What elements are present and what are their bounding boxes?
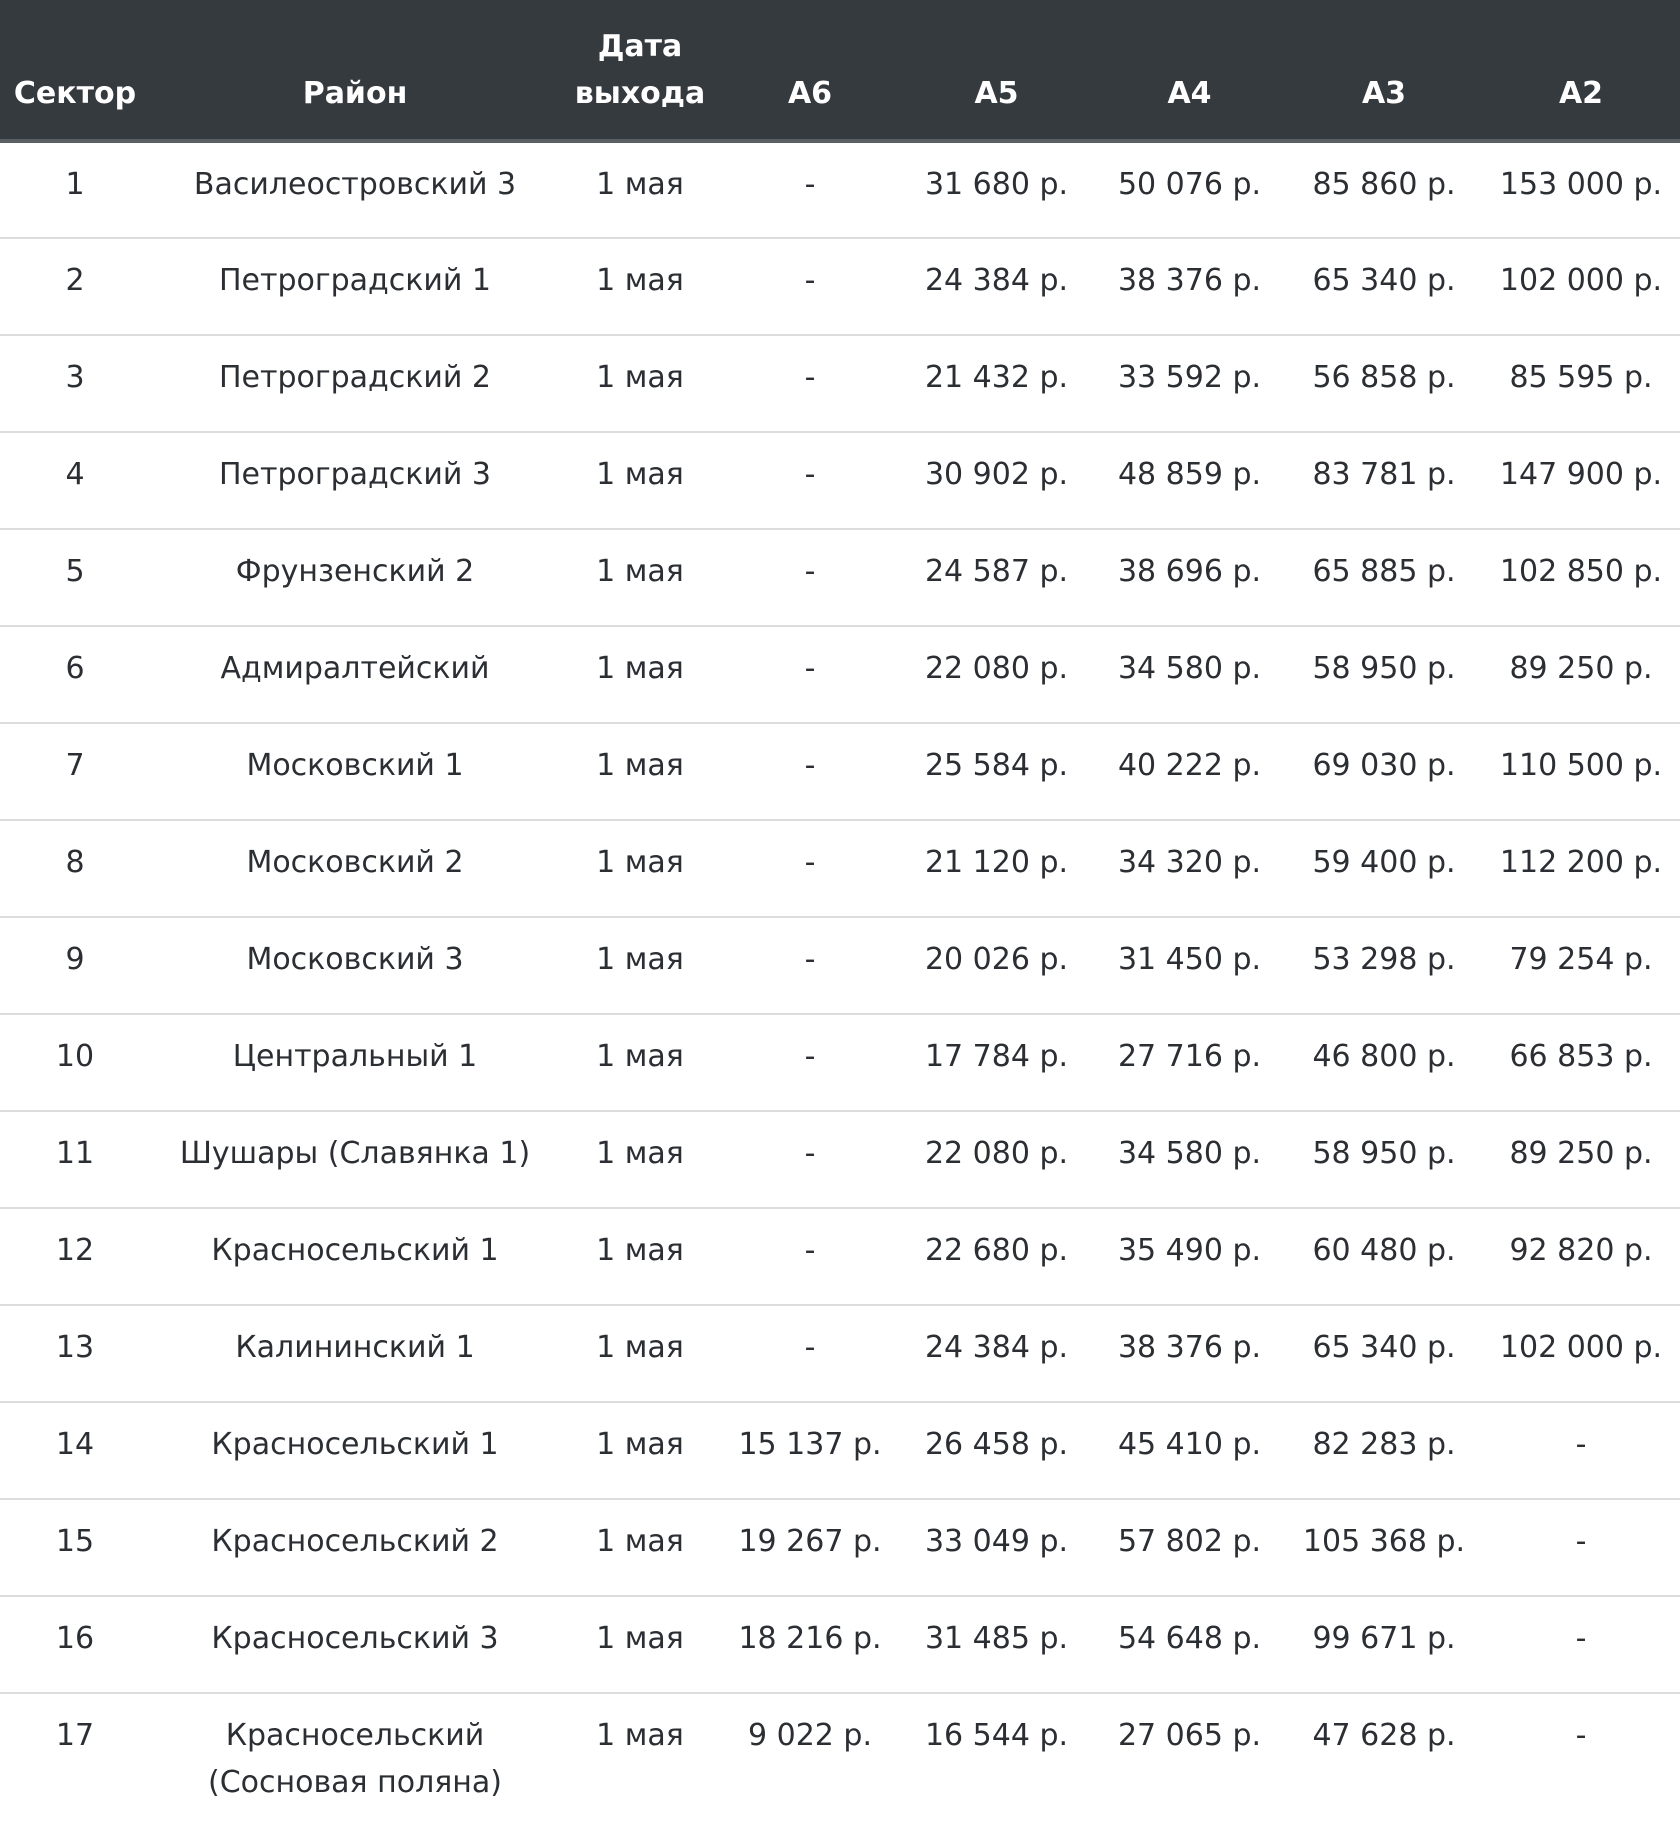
cell-a3: 83 781 р. bbox=[1312, 457, 1456, 492]
cell-a3: 46 800 р. bbox=[1312, 1039, 1456, 1074]
cell-district: Красносельский 2 bbox=[211, 1524, 499, 1559]
cell-a4: 38 696 р. bbox=[1117, 554, 1262, 589]
cell-a2: 85 595 р. bbox=[1509, 360, 1653, 395]
cell-district: Московский 1 bbox=[246, 748, 464, 783]
table-row bbox=[0, 917, 1680, 1014]
cell-a4: 38 376 р. bbox=[1117, 263, 1262, 298]
cell-a3: 69 030 р. bbox=[1312, 748, 1456, 783]
cell-a2: 66 853 р. bbox=[1509, 1039, 1653, 1074]
cell-date: 1 мая bbox=[596, 360, 684, 395]
table-row bbox=[0, 335, 1680, 432]
table-row bbox=[0, 1596, 1680, 1693]
cell-a2: - bbox=[1575, 1427, 1587, 1462]
table-row bbox=[0, 723, 1680, 820]
cell-date: 1 мая bbox=[596, 748, 684, 783]
cell-date: 1 мая bbox=[596, 1136, 684, 1171]
cell-a6: - bbox=[804, 1136, 816, 1171]
cell-sector: 16 bbox=[55, 1621, 95, 1656]
cell-a4: 27 716 р. bbox=[1117, 1039, 1262, 1074]
cell-a3: 82 283 р. bbox=[1312, 1427, 1456, 1462]
cell-a6: - bbox=[804, 360, 816, 395]
cell-date: 1 мая bbox=[596, 263, 684, 298]
cell-a6: - bbox=[804, 554, 816, 589]
cell-a6: - bbox=[804, 167, 816, 202]
cell-date: 1 мая bbox=[596, 1330, 684, 1365]
cell-a4: 35 490 р. bbox=[1117, 1233, 1262, 1268]
cell-a6: - bbox=[804, 845, 816, 880]
cell-sector: 13 bbox=[55, 1330, 95, 1365]
cell-a6: - bbox=[804, 263, 816, 298]
cell-sector: 14 bbox=[55, 1427, 95, 1462]
cell-a6: - bbox=[804, 457, 816, 492]
cell-date: 1 мая bbox=[596, 942, 684, 977]
cell-sector: 1 bbox=[65, 167, 85, 202]
cell-sector: 15 bbox=[55, 1524, 95, 1559]
cell-sector: 8 bbox=[65, 845, 85, 880]
cell-a3: 59 400 р. bbox=[1312, 845, 1456, 880]
cell-a5: 20 026 р. bbox=[924, 942, 1069, 977]
cell-date: 1 мая bbox=[596, 1427, 684, 1462]
cell-date: 1 мая bbox=[596, 1621, 684, 1656]
cell-district: Петроградский 3 bbox=[218, 457, 492, 492]
cell-a6: - bbox=[804, 651, 816, 686]
cell-a2: 153 000 р. bbox=[1499, 167, 1663, 202]
cell-sector: 12 bbox=[55, 1233, 95, 1268]
cell-a6: 15 137 р. bbox=[738, 1427, 882, 1462]
cell-date: 1 мая bbox=[596, 167, 684, 202]
cell-a3: 60 480 р. bbox=[1312, 1233, 1456, 1268]
table-row bbox=[0, 1208, 1680, 1305]
cell-a4: 48 859 р. bbox=[1117, 457, 1262, 492]
header-district: Район bbox=[302, 76, 408, 111]
cell-a5: 24 587 р. bbox=[924, 554, 1069, 589]
cell-a5: 21 120 р. bbox=[924, 845, 1069, 880]
cell-sector: 5 bbox=[65, 554, 85, 589]
cell-a2: 102 000 р. bbox=[1499, 263, 1663, 298]
cell-date: 1 мая bbox=[596, 1718, 684, 1753]
cell-a6: 18 216 р. bbox=[738, 1621, 882, 1656]
cell-a3: 65 340 р. bbox=[1312, 1330, 1456, 1365]
cell-a3: 53 298 р. bbox=[1312, 942, 1456, 977]
table-row bbox=[0, 626, 1680, 723]
cell-a4: 34 580 р. bbox=[1117, 1136, 1262, 1171]
cell-a4: 50 076 р. bbox=[1117, 167, 1262, 202]
cell-a5: 24 384 р. bbox=[924, 263, 1069, 298]
cell-a5: 31 485 р. bbox=[924, 1621, 1069, 1656]
cell-sector: 2 bbox=[65, 263, 85, 298]
cell-district: Василеостровский 3 bbox=[193, 167, 517, 202]
cell-a4: 27 065 р. bbox=[1117, 1718, 1262, 1753]
cell-district: Центральный 1 bbox=[232, 1039, 478, 1074]
cell-a4: 31 450 р. bbox=[1117, 942, 1262, 977]
cell-district: Адмиралтейский bbox=[220, 651, 490, 686]
cell-sector: 7 bbox=[65, 748, 85, 783]
cell-a6: - bbox=[804, 1233, 816, 1268]
cell-a2: 79 254 р. bbox=[1509, 942, 1653, 977]
cell-a3: 56 858 р. bbox=[1312, 360, 1456, 395]
cell-a6: - bbox=[804, 748, 816, 783]
cell-district: Калининский 1 bbox=[235, 1330, 475, 1365]
cell-sector: 11 bbox=[55, 1136, 95, 1171]
table-row bbox=[0, 1693, 1680, 1833]
table-header bbox=[0, 0, 1680, 141]
header-row bbox=[0, 0, 1680, 141]
cell-a3: 65 340 р. bbox=[1312, 263, 1456, 298]
cell-a5: 31 680 р. bbox=[924, 167, 1069, 202]
cell-a5: 22 080 р. bbox=[924, 1136, 1069, 1171]
cell-a4: 33 592 р. bbox=[1117, 360, 1262, 395]
cell-a5: 17 784 р. bbox=[924, 1039, 1069, 1074]
cell-district: Красносельский 1 bbox=[211, 1233, 499, 1268]
cell-district: Петроградский 1 bbox=[218, 263, 492, 298]
header-a3: А3 bbox=[1361, 76, 1407, 111]
cell-a3: 85 860 р. bbox=[1312, 167, 1456, 202]
cell-sector: 6 bbox=[65, 651, 85, 686]
table-row bbox=[0, 1499, 1680, 1596]
table-row bbox=[0, 1014, 1680, 1111]
cell-a5: 24 384 р. bbox=[924, 1330, 1069, 1365]
cell-a2: 147 900 р. bbox=[1499, 457, 1663, 492]
header-date: Дата выхода bbox=[574, 29, 706, 111]
cell-a4: 57 802 р. bbox=[1117, 1524, 1262, 1559]
cell-district: Шушары (Славянка 1) bbox=[179, 1136, 531, 1171]
cell-a5: 33 049 р. bbox=[924, 1524, 1069, 1559]
header-a5: А5 bbox=[974, 76, 1019, 111]
cell-district: Петроградский 2 bbox=[218, 360, 492, 395]
cell-district: Фрунзенский 2 bbox=[235, 554, 475, 589]
cell-district: Красносельский 1 bbox=[211, 1427, 499, 1462]
cell-a6: 9 022 р. bbox=[748, 1718, 872, 1753]
cell-a3: 47 628 р. bbox=[1312, 1718, 1456, 1753]
table-row bbox=[0, 1305, 1680, 1402]
cell-sector: 4 bbox=[65, 457, 85, 492]
cell-a6: 19 267 р. bbox=[738, 1524, 882, 1559]
cell-a5: 30 902 р. bbox=[924, 457, 1069, 492]
cell-date: 1 мая bbox=[596, 457, 684, 492]
table-row bbox=[0, 529, 1680, 626]
table-row bbox=[0, 141, 1680, 238]
cell-a5: 22 680 р. bbox=[924, 1233, 1069, 1268]
cell-district: Красносельский (Сосновая поляна) bbox=[207, 1718, 502, 1800]
cell-a3: 65 885 р. bbox=[1312, 554, 1456, 589]
cell-a2: - bbox=[1575, 1621, 1587, 1656]
cell-a4: 45 410 р. bbox=[1117, 1427, 1262, 1462]
cell-date: 1 мая bbox=[596, 845, 684, 880]
cell-sector: 17 bbox=[55, 1718, 95, 1753]
cell-a2: - bbox=[1575, 1524, 1587, 1559]
cell-sector: 9 bbox=[65, 942, 85, 977]
header-a6: А6 bbox=[787, 76, 833, 111]
cell-date: 1 мая bbox=[596, 554, 684, 589]
cell-a4: 40 222 р. bbox=[1117, 748, 1262, 783]
cell-a2: 110 500 р. bbox=[1499, 748, 1663, 783]
cell-a4: 38 376 р. bbox=[1117, 1330, 1262, 1365]
cell-a4: 34 580 р. bbox=[1117, 651, 1262, 686]
cell-a2: 102 850 р. bbox=[1499, 554, 1663, 589]
cell-a6: - bbox=[804, 1330, 816, 1365]
cell-a3: 105 368 р. bbox=[1302, 1524, 1466, 1559]
cell-a6: - bbox=[804, 942, 816, 977]
cell-date: 1 мая bbox=[596, 1039, 684, 1074]
cell-a6: - bbox=[804, 1039, 816, 1074]
cell-a2: 112 200 р. bbox=[1499, 845, 1663, 880]
cell-district: Московский 2 bbox=[246, 845, 464, 880]
cell-a2: 89 250 р. bbox=[1509, 651, 1653, 686]
header-sector: Сектор bbox=[13, 76, 137, 111]
cell-a5: 26 458 р. bbox=[924, 1427, 1069, 1462]
cell-date: 1 мая bbox=[596, 1233, 684, 1268]
header-a2: А2 bbox=[1558, 76, 1604, 111]
header-a4: А4 bbox=[1167, 76, 1212, 111]
table-row bbox=[0, 238, 1680, 335]
cell-date: 1 мая bbox=[596, 1524, 684, 1559]
table-row bbox=[0, 432, 1680, 529]
cell-a2: 92 820 р. bbox=[1509, 1233, 1653, 1268]
cell-a2: 102 000 р. bbox=[1499, 1330, 1663, 1365]
cell-a2: 89 250 р. bbox=[1509, 1136, 1653, 1171]
table-row bbox=[0, 1111, 1680, 1208]
table-row bbox=[0, 1402, 1680, 1499]
cell-sector: 10 bbox=[55, 1039, 95, 1074]
cell-sector: 3 bbox=[65, 360, 85, 395]
cell-a3: 99 671 р. bbox=[1312, 1621, 1456, 1656]
cell-a3: 58 950 р. bbox=[1312, 1136, 1456, 1171]
cell-a3: 58 950 р. bbox=[1312, 651, 1456, 686]
cell-a5: 16 544 р. bbox=[924, 1718, 1069, 1753]
cell-district: Красносельский 3 bbox=[211, 1621, 499, 1656]
cell-date: 1 мая bbox=[596, 651, 684, 686]
table-body bbox=[0, 141, 1680, 1833]
cell-a5: 22 080 р. bbox=[924, 651, 1069, 686]
cell-a5: 25 584 р. bbox=[924, 748, 1069, 783]
cell-a4: 54 648 р. bbox=[1117, 1621, 1262, 1656]
cell-a2: - bbox=[1575, 1718, 1587, 1753]
cell-district: Московский 3 bbox=[246, 942, 464, 977]
cell-a4: 34 320 р. bbox=[1117, 845, 1262, 880]
table-row bbox=[0, 820, 1680, 917]
cell-a5: 21 432 р. bbox=[924, 360, 1069, 395]
